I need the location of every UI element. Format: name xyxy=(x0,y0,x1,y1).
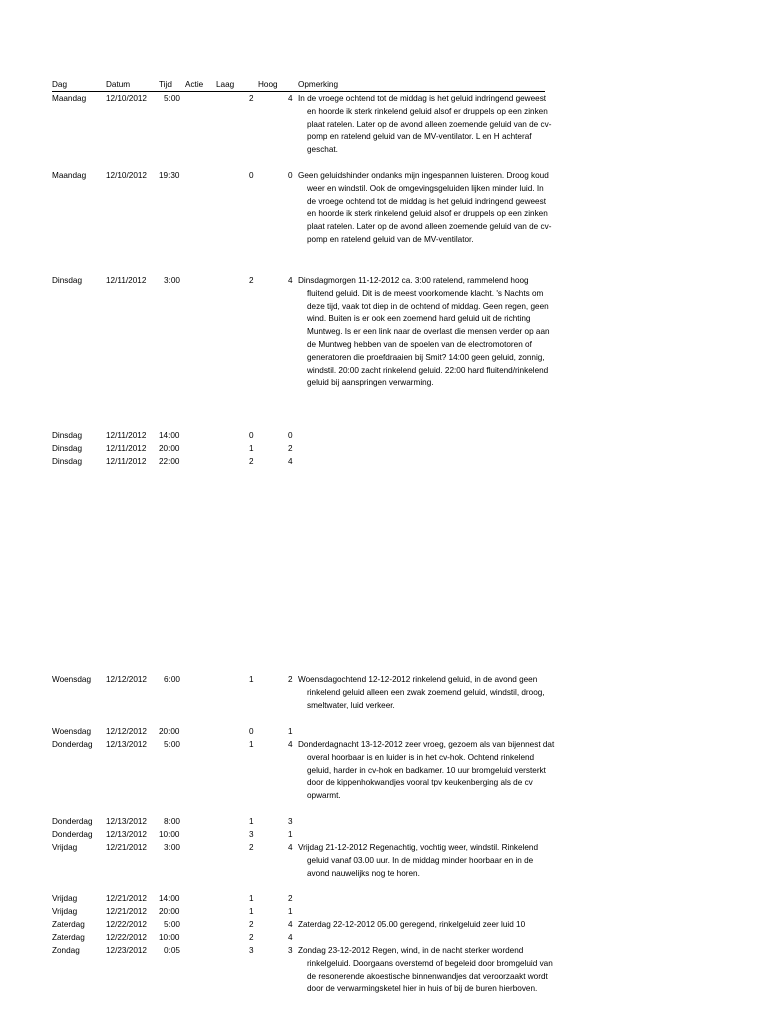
row-tijd: 8:00 xyxy=(164,817,180,826)
row-laag: 1 xyxy=(249,675,254,684)
header-opmerking: Opmerking xyxy=(298,80,339,89)
row-laag: 1 xyxy=(249,817,254,826)
row-datum: 12/12/2012 xyxy=(106,727,147,736)
row-opmerking: Vrijdag 21-12-2012 Regenachtig, vochtig weer, windstil. Rinkelend geluid vanaf 03.00 uur. In de middag minder hoorbaar en in de avond nauwelijks nog te horen. xyxy=(298,843,539,878)
row-datum: 12/11/2012 xyxy=(106,457,147,466)
row-opmerking: Woensdagochtend 12-12-2012 rinkelend geluid, in de avond geen rinkelend geluid alleen een zwak zoemend geluid, windstil, droog, smeltwater, luid verkeer. xyxy=(298,675,545,710)
row-dag: Woensdag xyxy=(52,675,91,684)
row-dag: Zaterdag xyxy=(52,933,85,942)
row-tijd: 5:00 xyxy=(164,94,180,103)
header-dag: Dag xyxy=(52,80,68,89)
row-tijd: 6:00 xyxy=(164,675,180,684)
row-datum: 12/13/2012 xyxy=(106,830,147,839)
row-laag: 1 xyxy=(249,740,254,749)
row-dag: Donderdag xyxy=(52,740,93,749)
header-hoog: Hoog xyxy=(258,80,278,89)
header-underline xyxy=(52,91,545,92)
row-hoog: 1 xyxy=(288,727,293,736)
row-datum: 12/11/2012 xyxy=(106,431,147,440)
row-laag: 3 xyxy=(249,946,254,955)
row-hoog: 4 xyxy=(288,933,293,942)
row-tijd: 3:00 xyxy=(164,843,180,852)
row-opmerking: Zaterdag 22-12-2012 05.00 geregend, rinkelgeluid zeer luid 10 xyxy=(298,920,526,929)
row-hoog: 3 xyxy=(288,946,293,955)
row-hoog: 0 xyxy=(288,431,293,440)
row-dag: Maandag xyxy=(52,171,87,180)
row-opmerking: Donderdagnacht 13-12-2012 zeer vroeg, gezoem als van bijennest dat overal hoorbaar is en luider is in het cv-hok. Ochtend rinkelend geluid, harder in cv-hok en badkamer. 10 uur bromgeluid versterkt door de kippenhokwandjes vooral tpv keukenberging als de cv opwarmt. xyxy=(298,740,555,801)
row-laag: 0 xyxy=(249,727,254,736)
row-dag: Vrijdag xyxy=(52,843,78,852)
row-dag: Dinsdag xyxy=(52,457,83,466)
header-datum: Datum xyxy=(106,80,131,89)
row-laag: 0 xyxy=(249,171,254,180)
row-tijd: 20:00 xyxy=(159,727,180,736)
row-hoog: 4 xyxy=(288,457,293,466)
row-tijd: 5:00 xyxy=(164,740,180,749)
row-datum: 12/21/2012 xyxy=(106,907,147,916)
row-laag: 2 xyxy=(249,933,254,942)
row-datum: 12/21/2012 xyxy=(106,843,147,852)
row-laag: 0 xyxy=(249,431,254,440)
row-laag: 1 xyxy=(249,907,254,916)
row-datum: 12/11/2012 xyxy=(106,444,147,453)
row-datum: 12/22/2012 xyxy=(106,933,147,942)
row-dag: Donderdag xyxy=(52,830,93,839)
row-opmerking: In de vroege ochtend tot de middag is het geluid indringend geweest en hoorde ik sterk rinkelend geluid alsof er druppels op een zinken plaat ratelen. Later op de avond alleen zoemende geluid van de cv-pomp en ratelend geluid van de MV-ventilator. L en H achteraf geschat. xyxy=(298,94,552,155)
header-laag: Laag xyxy=(216,80,235,89)
row-tijd: 10:00 xyxy=(159,830,180,839)
row-datum: 12/22/2012 xyxy=(106,920,147,929)
row-datum: 12/10/2012 xyxy=(106,171,147,180)
row-dag: Donderdag xyxy=(52,817,93,826)
row-dag: Maandag xyxy=(52,94,87,103)
row-tijd: 3:00 xyxy=(164,276,180,285)
row-hoog: 0 xyxy=(288,171,293,180)
row-dag: Dinsdag xyxy=(52,276,83,285)
row-datum: 12/23/2012 xyxy=(106,946,147,955)
row-hoog: 2 xyxy=(288,675,293,684)
header-tijd: Tijd xyxy=(159,80,172,89)
row-hoog: 4 xyxy=(288,740,293,749)
row-hoog: 2 xyxy=(288,444,293,453)
row-hoog: 4 xyxy=(288,94,293,103)
row-hoog: 4 xyxy=(288,843,293,852)
row-laag: 2 xyxy=(249,843,254,852)
row-laag: 2 xyxy=(249,276,254,285)
row-datum: 12/11/2012 xyxy=(106,276,147,285)
row-dag: Vrijdag xyxy=(52,894,78,903)
row-tijd: 20:00 xyxy=(159,907,180,916)
row-datum: 12/21/2012 xyxy=(106,894,147,903)
row-laag: 2 xyxy=(249,94,254,103)
row-laag: 3 xyxy=(249,830,254,839)
row-tijd: 0:05 xyxy=(164,946,180,955)
row-opmerking: Geen geluidshinder ondanks mijn ingespannen luisteren. Droog koud weer en windstil. Ook de omgevingsgeluiden lijken minder luid. In de vroege ochtend tot de middag is het geluid indringend geweest en hoorde ik sterk rinkelend geluid alsof er druppels op een zinken plaat ratelen. Later op de avond alleen zoemende geluid van de cv-pomp en ratelend geluid van de MV-ventilator. xyxy=(298,171,552,244)
row-datum: 12/10/2012 xyxy=(106,94,147,103)
row-dag: Vrijdag xyxy=(52,907,78,916)
row-laag: 1 xyxy=(249,444,254,453)
row-hoog: 2 xyxy=(288,894,293,903)
row-dag: Dinsdag xyxy=(52,431,83,440)
row-hoog: 3 xyxy=(288,817,293,826)
row-dag: Zondag xyxy=(52,946,80,955)
row-hoog: 4 xyxy=(288,276,293,285)
row-datum: 12/12/2012 xyxy=(106,675,147,684)
row-dag: Zaterdag xyxy=(52,920,85,929)
header-actie: Actie xyxy=(185,80,204,89)
row-tijd: 22:00 xyxy=(159,457,180,466)
row-hoog: 1 xyxy=(288,830,293,839)
row-laag: 2 xyxy=(249,920,254,929)
row-tijd: 19:30 xyxy=(159,171,180,180)
row-dag: Dinsdag xyxy=(52,444,83,453)
row-datum: 12/13/2012 xyxy=(106,740,147,749)
row-hoog: 4 xyxy=(288,920,293,929)
row-tijd: 10:00 xyxy=(159,933,180,942)
row-opmerking: Dinsdagmorgen 11-12-2012 ca. 3:00 ratelend, rammelend hoog fluitend geluid. Dit is de meest voorkomende klacht. 's Nachts om deze tijd, vaak tot diep in de ochtend of middag. Geen regen, geen wind. Buiten is er ook een zoemend hard geluid uit de richting Muntweg. Is er een link naar de overlast die mensen verder op aan de Muntweg hebben van de spoelen van de electromotoren of generatoren die proefdraaien bij Smit? 14:00 geen geluid, zonnig, windstil. 20:00 zacht rinkelend geluid. 22:00 hard fluitend/rinkelend geluid bij aanspringen verwarming. xyxy=(298,276,550,388)
row-tijd: 20:00 xyxy=(159,444,180,453)
row-datum: 12/13/2012 xyxy=(106,817,147,826)
row-tijd: 14:00 xyxy=(159,431,180,440)
row-hoog: 1 xyxy=(288,907,293,916)
row-opmerking: Zondag 23-12-2012 Regen, wind, in de nacht sterker wordend rinkelgeluid. Doorgaans overstemd of begeleid door bromgeluid van de resonerende akoestische binnenwandjes dat veroorzaakt wordt door de verwarmingsketel hier in huis of bij de buren hierboven. xyxy=(298,946,553,994)
row-tijd: 14:00 xyxy=(159,894,180,903)
row-laag: 1 xyxy=(249,894,254,903)
row-dag: Woensdag xyxy=(52,727,91,736)
row-tijd: 5:00 xyxy=(164,920,180,929)
row-laag: 2 xyxy=(249,457,254,466)
